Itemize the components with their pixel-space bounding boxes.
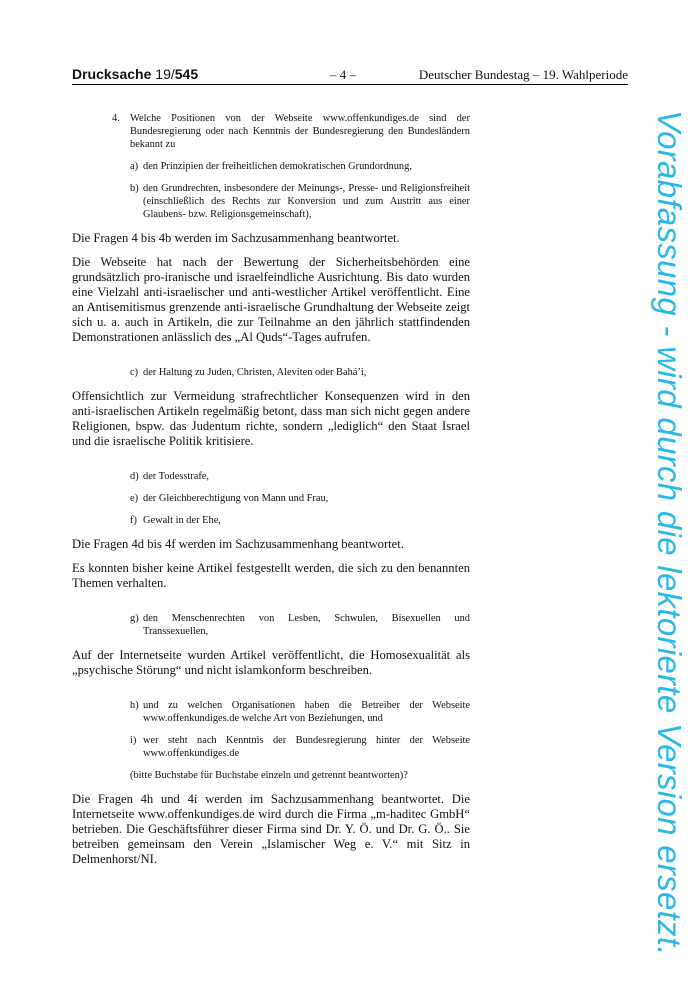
item-text: den Menschenrechten von Lesben, Schwulen, Bisexuellen und Transsexuellen, <box>143 613 470 637</box>
answer-4g: Auf der Internetseite wurden Artikel veröffentlicht, die Homosexualität als „psychische Störung“ und nicht islamkonform beschreiben. <box>72 648 470 677</box>
question-4g <box>72 612 470 638</box>
question-4c <box>72 366 470 379</box>
question-text: Welche Positionen von der Webseite www.offenkundiges.de sind der Bundesregierung oder nach Kenntnis der Bundesregierung den Bundesländern bekannt zu <box>130 113 470 150</box>
item-text: den Prinzipien der freiheitlichen demokratischen Grundordnung, <box>143 161 412 172</box>
question-4 <box>72 112 470 221</box>
item-label: c) <box>130 367 139 378</box>
item-label: e) <box>130 493 139 504</box>
page-body <box>72 112 470 876</box>
answer-4-4b: Die Fragen 4 bis 4b werden im Sachzusammenhang beantwortet. <box>72 231 400 245</box>
item-label: a) <box>130 161 139 172</box>
item-label: g) <box>130 613 139 624</box>
question-4a <box>130 160 470 173</box>
question-number: 4. <box>112 113 120 124</box>
question-4h-4i <box>72 699 470 782</box>
question-4i <box>130 734 470 760</box>
item-text: der Haltung zu Juden, Christen, Aleviten oder Bahá’i, <box>143 367 367 378</box>
page-number: – 4 – <box>330 67 356 82</box>
item-text: der Gleichberechtigung von Mann und Frau, <box>143 493 329 504</box>
question-4b <box>130 182 470 221</box>
answer-no-articles: Es konnten bisher keine Artikel festgestellt werden, die sich zu den benannten Themen verhalten. <box>72 561 470 590</box>
question-4d-4f <box>72 470 470 527</box>
question-4f <box>130 514 470 527</box>
item-text: den Grundrechten, insbesondere der Meinungs-, Presse- und Religionsfreiheit (einschließlich des Rechts zur Konversion und zum Austritt aus einer Glaubens- bzw. Religionsgemeinschaft), <box>143 183 470 220</box>
item-text: Gewalt in der Ehe, <box>143 515 221 526</box>
item-label: b) <box>130 183 139 194</box>
item-text: wer steht nach Kenntnis der Bundesregierung hinter der Webseite www.offenkundiges.de <box>143 735 470 759</box>
draft-watermark: Vorabfassung - wird durch die lektorierte Version ersetzt. <box>651 110 688 956</box>
document-number <box>72 66 198 82</box>
item-text: der Todesstrafe, <box>143 471 210 482</box>
page-header <box>72 64 628 85</box>
item-label: h) <box>130 700 139 711</box>
doc-number-part2: 545 <box>174 66 199 82</box>
answer-4h-4i: Die Fragen 4h und 4i werden im Sachzusammenhang beantwortet. Die Internetseite www.offenkundiges.de wird durch die Firma „m-haditec GmbH“ betrieben. Die Geschäftsführer dieser Firma sind Dr. Y. Ö. und Dr. G. Ö.. Sie betreiben gemeinsam den Verein „Islamischer Weg e. V.“ mit Sitz in Delmenhorst/NI. <box>72 792 470 866</box>
doc-label: Drucksache <box>72 66 152 82</box>
item-label: i) <box>130 735 137 746</box>
answer-4c: Offensichtlich zur Vermeidung strafrechtlicher Konsequenzen wird in den anti-israelischen Artikeln regelmäßig betont, dass man sich nicht gegen andere Religionen, bspw. das Judentum richte, sondern „lediglich“ den Staat Israel und die israelische Politik kritisiere. <box>72 389 470 448</box>
item-text: und zu welchen Organisationen haben die Betreiber der Webseite www.offenkundiges.de welche Art von Beziehungen, und <box>143 700 470 724</box>
question-4d <box>130 470 470 483</box>
question-note: (bitte Buchstabe für Buchstabe einzeln und getrennt beantworten)? <box>130 770 408 781</box>
answer-4d-4f: Die Fragen 4d bis 4f werden im Sachzusammenhang beantwortet. <box>72 537 404 551</box>
question-4e <box>130 492 470 505</box>
answer-website-orientation: Die Webseite hat nach der Bewertung der Sicherheitsbehörden eine grundsätzlich pro-iranische und israelfeindliche Ausrichtung. Bis dato wurden eine Vielzahl anti-israelischer und anti-westlicher Artikel veröffentlicht. Eine an Antisemitismus grenzende anti-israelische Grundhaltung der Webseite zeigt sich u. a. auch in Artikeln, die zur Teilnahme an den jährlich stattfindenden Demonstrationen anlässlich des „Al Quds“-Tages aufrufen. <box>72 255 470 344</box>
issuer: Deutscher Bundestag – 19. Wahlperiode <box>418 67 628 82</box>
question-4h <box>130 699 470 725</box>
item-label: f) <box>130 515 137 526</box>
doc-number-part1: 19/ <box>155 66 175 82</box>
item-label: d) <box>130 471 139 482</box>
